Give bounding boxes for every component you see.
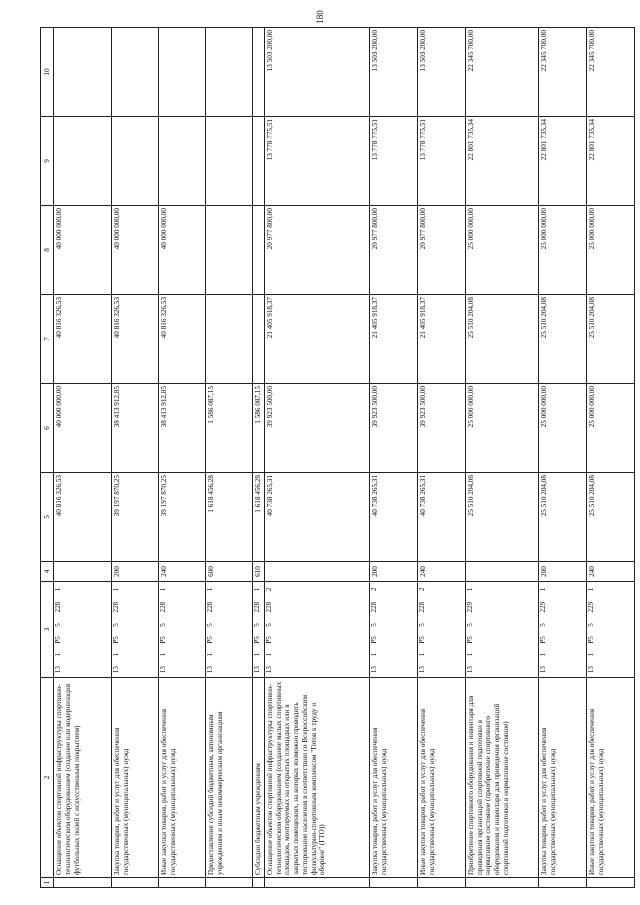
code-part: 5 [264, 623, 273, 627]
code-part: 13 [264, 666, 273, 674]
amount-cell: 40 000 000,00 [54, 384, 112, 473]
code-part: 13 [253, 666, 261, 674]
vr-cell [465, 562, 538, 582]
empty-cell [112, 878, 159, 888]
amount-cell: 1 586 087,15 [253, 384, 265, 473]
amount-cell: 25 000 000,00 [586, 384, 634, 473]
amount-cell [206, 295, 253, 384]
amount-cell: 20 977 800,00 [369, 206, 417, 295]
amount-cell: 40 738 265,31 [264, 473, 369, 562]
code-part: 13 [159, 666, 167, 674]
amount-cell [206, 117, 253, 206]
amount-cell: 40 000 000,00 [112, 206, 159, 295]
code-part: 5 [112, 623, 120, 627]
row-name: Иные закупки товаров, работ и услуг для обеспечения государственных (муниципальных) нужд [159, 678, 206, 878]
code-part: 229 [586, 601, 595, 613]
amount-cell: 25 510 204,08 [586, 295, 634, 384]
amount-cell: 38 413 912,85 [159, 384, 206, 473]
code-part: 1 [159, 587, 167, 592]
code-part: 13 [538, 666, 547, 674]
amount-cell: 39 197 870,25 [159, 473, 206, 562]
amount-cell: 22 801 735,34 [465, 117, 538, 206]
code-part: 228 [112, 601, 120, 613]
code-part: 13 [369, 666, 378, 674]
code-part: 5 [54, 623, 62, 627]
vr-cell: 240 [159, 562, 206, 582]
table-row [538, 28, 586, 888]
code-part: 229 [465, 601, 474, 613]
row-name: Предоставление субсидий бюджетным, автономным учреждениям и иным некоммерческим организациям [206, 678, 253, 878]
code-part: 228 [206, 601, 214, 613]
code-part: P5 [417, 636, 426, 644]
row-name: Оснащение объектов спортивной инфраструктуры спортивно-технологическим оборудованием (создание малых спортивных площадок, монтируемых на открытых площадках или в закрытых помещениях, на которых возможно проводить тестирование населения в соответствии со Всероссийским физкультурно-спортивным комплексом "Готов к труду и обороне" (ГТО)) [264, 678, 369, 878]
amount-cell: 25 510 204,08 [586, 473, 634, 562]
code-part: 2 [264, 587, 273, 592]
code-part: 2 [369, 587, 378, 592]
budget-table [40, 27, 635, 888]
empty-cell [159, 878, 206, 888]
code-cell [206, 582, 253, 678]
amount-cell: 39 923 500,00 [264, 384, 369, 473]
amount-cell: 20 977 800,00 [417, 206, 465, 295]
amount-cell [112, 28, 159, 117]
amount-cell: 25 000 000,00 [538, 206, 586, 295]
amount-cell: 40 816 326,53 [54, 295, 112, 384]
code-cell [54, 582, 112, 678]
code-part: 1 [417, 652, 426, 657]
code-part: 1 [112, 587, 120, 592]
code-part: 1 [54, 652, 62, 657]
code-cell [538, 582, 586, 678]
row-name: Закупка товаров, работ и услуг для обеспечения государственных (муниципальных) нужд [369, 678, 417, 878]
code-part: P5 [369, 636, 378, 644]
empty-cell [586, 878, 634, 888]
empty-cell [417, 878, 465, 888]
code-cell [253, 582, 265, 678]
empty-cell [538, 878, 586, 888]
amount-cell: 25 510 204,08 [538, 295, 586, 384]
table-row [206, 28, 253, 888]
code-part: 1 [159, 652, 167, 657]
code-part: 13 [54, 666, 62, 674]
code-cell [465, 582, 538, 678]
row-name: Иные закупки товаров, работ и услуг для обеспечения государственных (муниципальных) нужд [586, 678, 634, 878]
header-cell: 3 [41, 582, 54, 678]
amount-cell: 25 510 204,08 [465, 473, 538, 562]
empty-cell [369, 878, 417, 888]
table-row [253, 28, 265, 888]
code-part: 5 [159, 623, 167, 627]
empty-cell [54, 878, 112, 888]
code-part: 1 [253, 652, 261, 657]
row-name: Приобретение спортивного оборудования и инвентаря для приведения организаций спортивной подготовки в нормативное состояние (приобретение спортивного оборудования и инвентаря для приведения организаций спортивной подготовки в нормативное состояние) [465, 678, 538, 878]
amount-cell: 25 000 000,00 [465, 384, 538, 473]
row-name: Субсидии бюджетным учреждениям [253, 678, 265, 878]
amount-cell: 39 923 500,00 [369, 384, 417, 473]
code-part: 13 [586, 666, 595, 674]
table-row [264, 28, 369, 888]
vr-cell: 240 [586, 562, 634, 582]
amount-cell: 13 778 775,51 [264, 117, 369, 206]
amount-cell: 22 345 700,00 [586, 28, 634, 117]
code-part: 5 [465, 623, 474, 627]
code-part: 1 [253, 587, 261, 592]
code-cell [112, 582, 159, 678]
amount-cell: 25 000 000,00 [538, 384, 586, 473]
code-part: P5 [538, 636, 547, 644]
amount-cell: 1 618 456,28 [253, 473, 265, 562]
code-part: 5 [253, 623, 261, 627]
header-cell: 2 [41, 678, 54, 878]
amount-cell: 1 618 456,28 [206, 473, 253, 562]
amount-cell: 13 778 775,51 [369, 117, 417, 206]
header-cell: 10 [41, 28, 54, 117]
amount-cell: 20 977 800,00 [264, 206, 369, 295]
amount-cell: 13 503 200,00 [369, 28, 417, 117]
amount-cell: 40 816 326,53 [54, 473, 112, 562]
header-cell: 6 [41, 384, 54, 473]
amount-cell: 40 738 265,31 [369, 473, 417, 562]
table-row [369, 28, 417, 888]
code-part: P5 [465, 636, 474, 644]
vr-cell: 200 [112, 562, 159, 582]
code-part: P5 [206, 636, 214, 644]
code-part: P5 [54, 636, 62, 644]
amount-cell: 21 405 918,37 [264, 295, 369, 384]
code-cell [264, 582, 369, 678]
amount-cell [253, 117, 265, 206]
vr-cell: 610 [253, 562, 265, 582]
code-part: 1 [586, 587, 595, 592]
header-cell: 5 [41, 473, 54, 562]
code-part: P5 [253, 636, 261, 644]
code-part: 13 [206, 666, 214, 674]
vr-cell [264, 562, 369, 582]
budget-table-container [40, 28, 615, 888]
amount-cell: 39 923 500,00 [417, 384, 465, 473]
code-part: 5 [369, 623, 378, 627]
empty-cell [264, 878, 369, 888]
amount-cell [253, 295, 265, 384]
code-part: P5 [112, 636, 120, 644]
header-cell: 8 [41, 206, 54, 295]
amount-cell: 13 503 200,00 [264, 28, 369, 117]
amount-cell: 40 000 000,00 [159, 206, 206, 295]
code-part: P5 [264, 636, 273, 644]
code-part: 1 [538, 587, 547, 592]
table-row [54, 28, 112, 888]
amount-cell: 22 801 735,34 [538, 117, 586, 206]
amount-cell [253, 206, 265, 295]
code-part: 1 [465, 652, 474, 657]
amount-cell: 38 413 912,85 [112, 384, 159, 473]
vr-cell: 200 [538, 562, 586, 582]
amount-cell: 40 000 000,00 [54, 206, 112, 295]
code-part: P5 [586, 636, 595, 644]
row-name: Закупка товаров, работ и услуг для обеспечения государственных (муниципальных) нужд [112, 678, 159, 878]
code-part: 1 [369, 652, 378, 657]
amount-cell: 13 778 775,51 [417, 117, 465, 206]
amount-cell: 25 510 204,08 [538, 473, 586, 562]
code-part: 1 [206, 652, 214, 657]
code-part: 5 [538, 623, 547, 627]
header-cell: 7 [41, 295, 54, 384]
amount-cell: 22 345 700,00 [465, 28, 538, 117]
code-part: 228 [264, 601, 273, 613]
code-cell [159, 582, 206, 678]
amount-cell: 39 197 870,25 [112, 473, 159, 562]
code-part: 228 [159, 601, 167, 613]
table-row [465, 28, 538, 888]
table-row [586, 28, 634, 888]
amount-cell [159, 28, 206, 117]
code-part: 13 [465, 666, 474, 674]
code-part: 228 [253, 601, 261, 613]
table-body [41, 28, 635, 888]
amount-cell [112, 117, 159, 206]
row-name: Закупка товаров, работ и услуг для обеспечения государственных (муниципальных) нужд [538, 678, 586, 878]
code-part: 13 [112, 666, 120, 674]
amount-cell: 22 345 700,00 [538, 28, 586, 117]
amount-cell [253, 28, 265, 117]
row-name: Оснащение объектов спортивной инфраструктуры спортивно-технологическим оборудованием (создание или модернизация футбольных полей с искусственным покрытием) [54, 678, 112, 878]
code-part: 1 [112, 652, 120, 657]
code-part: 2 [417, 587, 426, 592]
amount-cell: 25 510 204,08 [465, 295, 538, 384]
header-cell: 1 [41, 878, 54, 888]
amount-cell [206, 206, 253, 295]
code-cell [417, 582, 465, 678]
code-part: 1 [465, 587, 474, 592]
amount-cell: 22 801 735,34 [586, 117, 634, 206]
code-cell [369, 582, 417, 678]
code-part: 1 [264, 652, 273, 657]
header-cell: 9 [41, 117, 54, 206]
amount-cell [54, 28, 112, 117]
amount-cell [159, 117, 206, 206]
amount-cell: 13 503 200,00 [417, 28, 465, 117]
table-row [112, 28, 159, 888]
amount-cell [54, 117, 112, 206]
amount-cell: 21 405 918,37 [369, 295, 417, 384]
vr-cell: 200 [369, 562, 417, 582]
header-row [41, 28, 54, 888]
code-part: 5 [417, 623, 426, 627]
code-part: 5 [206, 623, 214, 627]
page-number: 180 [315, 10, 325, 24]
amount-cell: 40 738 265,31 [417, 473, 465, 562]
code-cell [586, 582, 634, 678]
code-part: 1 [54, 587, 62, 592]
vr-cell: 240 [417, 562, 465, 582]
amount-cell: 21 405 918,37 [417, 295, 465, 384]
code-part: 1 [586, 652, 595, 657]
row-name: Иные закупки товаров, работ и услуг для обеспечения государственных (муниципальных) нужд [417, 678, 465, 878]
vr-cell: 600 [206, 562, 253, 582]
code-part: 228 [54, 601, 62, 613]
table-row [159, 28, 206, 888]
amount-cell: 1 586 087,15 [206, 384, 253, 473]
empty-cell [465, 878, 538, 888]
code-part: P5 [159, 636, 167, 644]
empty-cell [206, 878, 253, 888]
code-part: 1 [206, 587, 214, 592]
code-part: 228 [417, 601, 426, 613]
amount-cell: 25 000 000,00 [465, 206, 538, 295]
code-part: 1 [538, 652, 547, 657]
amount-cell [206, 28, 253, 117]
amount-cell: 40 816 326,53 [112, 295, 159, 384]
amount-cell: 25 000 000,00 [586, 206, 634, 295]
table-row [417, 28, 465, 888]
code-part: 229 [538, 601, 547, 613]
empty-cell [253, 878, 265, 888]
code-part: 5 [586, 623, 595, 627]
vr-cell [54, 562, 112, 582]
code-part: 13 [417, 666, 426, 674]
amount-cell: 40 816 326,53 [159, 295, 206, 384]
header-cell: 4 [41, 562, 54, 582]
code-part: 228 [369, 601, 378, 613]
